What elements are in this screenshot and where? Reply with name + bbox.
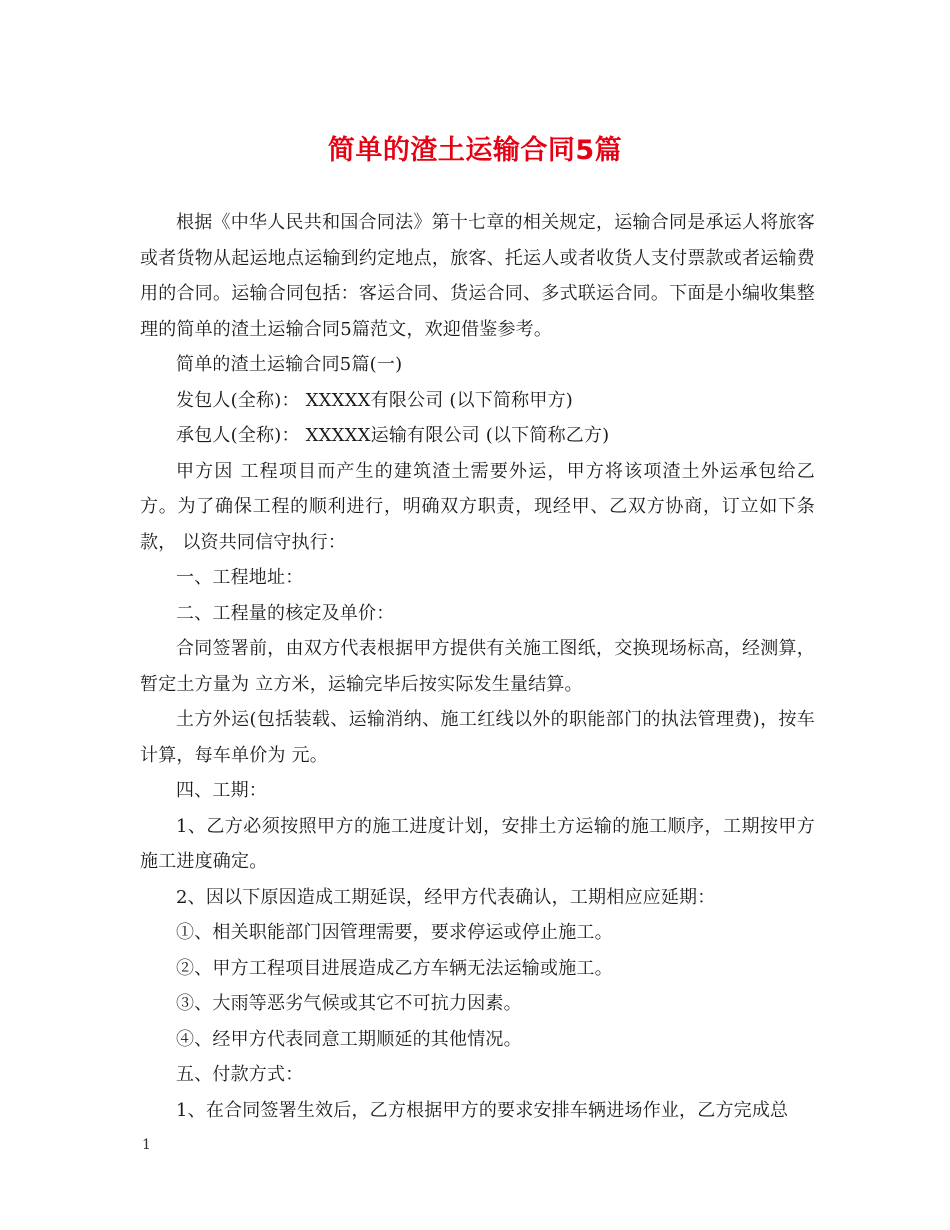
paragraph-schedule-1: 1、乙方必须按照甲方的施工进度计划，安排土方运输的施工顺序，工期按甲方施工进度确定。: [140, 815, 815, 872]
section-heading-payment: 五、付款方式：: [176, 1064, 304, 1085]
section-heading-quantity: 二、工程量的核定及单价：: [176, 602, 395, 624]
list-item-delay-1: ①、相关职能部门因管理需要，要求停运或停止施工。: [176, 922, 613, 943]
section-heading-address: 一、工程地址：: [176, 567, 304, 588]
paragraph-payment-1: 1、在合同签署生效后，乙方根据甲方的要求安排车辆进场作业，乙方完成总: [176, 1099, 789, 1121]
list-item-delay-4: ④、经甲方代表同意工期顺延的其他情况。: [176, 1028, 522, 1050]
paragraph-employer: 发包人(全称)： XXXXX有限公司 (以下简称甲方): [176, 389, 574, 411]
page-number: 1: [142, 1137, 151, 1153]
paragraph-subtitle: 简单的渣土运输合同5篇(一): [176, 354, 403, 375]
document-title: 简单的渣土运输合同5篇: [327, 135, 623, 166]
section-heading-schedule: 四、工期：: [176, 780, 267, 801]
paragraph-unit-price: 土方外运(包括装载、运输消纳、施工红线以外的职能部门的执法管理费)，按车计算，每车单价为 元。: [140, 709, 815, 766]
paragraph-schedule-2: 2、因以下原因造成工期延误，经甲方代表确认，工期相应应延期：: [176, 886, 716, 908]
list-item-delay-2: ②、甲方工程项目进展造成乙方车辆无法运输或施工。: [176, 957, 613, 979]
document-body: [140, 205, 815, 1128]
paragraph-contractor: 承包人(全称)： XXXXX运输有限公司 (以下简称乙方): [176, 425, 610, 446]
paragraph-intro: 根据《中华人民共和国合同法》第十七章的相关规定，运输合同是承运人将旅客或者货物从起运地点运输到约定地点，旅客、托运人或者收货人支付票款或者运输费用的合同。运输合同包括：客运合同、货运合同、多式联运合同。下面是小编收集整理的简单的渣土运输合同5篇范文，欢迎借鉴参考。: [140, 212, 815, 340]
paragraph-preamble: 甲方因 工程项目而产生的建筑渣土需要外运，甲方将该项渣土外运承包给乙方。为了确保工程的顺利进行，明确双方职责，现经甲、乙双方协商，订立如下条款， 以资共同信守执行：: [140, 460, 815, 553]
list-item-delay-3: ③、大雨等恶劣气候或其它不可抗力因素。: [176, 993, 522, 1014]
paragraph-quantity-estimate: 合同签署前，由双方代表根据甲方提供有关施工图纸，交换现场标高，经测算，暂定土方量为 立方米，运输完毕后按实际发生量结算。: [140, 638, 815, 695]
